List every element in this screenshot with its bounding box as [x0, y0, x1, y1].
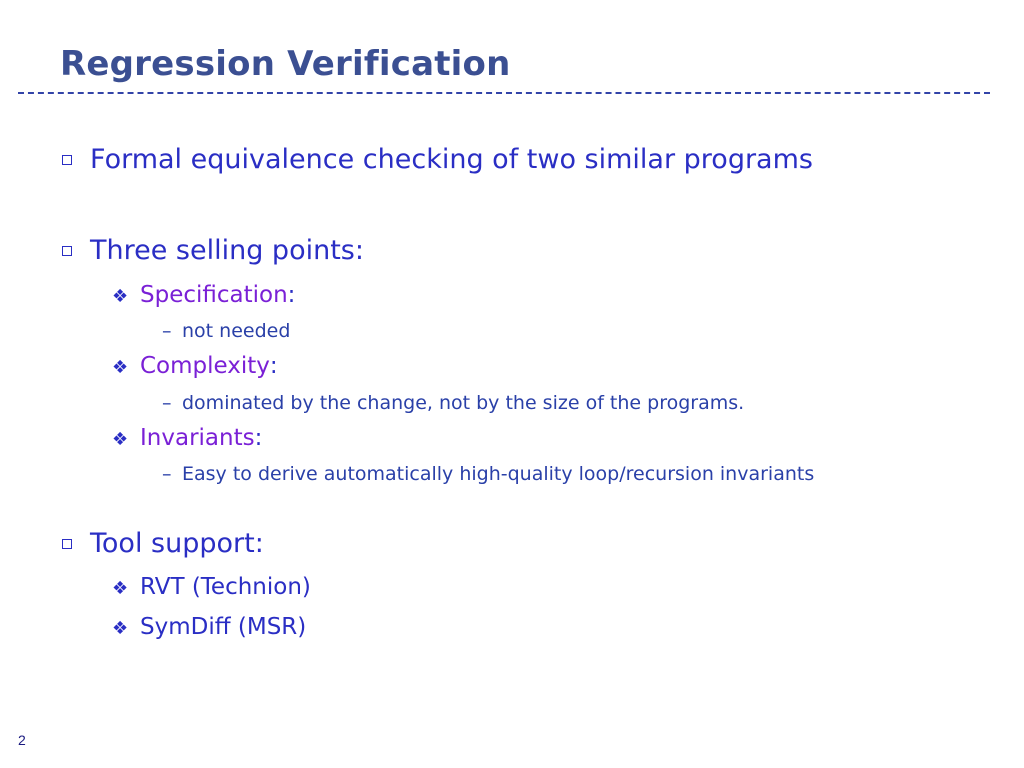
diamond-bullet-icon: ❖ [112, 286, 129, 307]
subbullet-text: SymDiff (MSR) [140, 614, 307, 640]
detail-text: dominated by the change, not by the size of the programs. [182, 392, 745, 414]
subbullet-colon: : [269, 353, 278, 379]
detail-specification [162, 320, 290, 342]
bullet-text: Tool support: [90, 528, 264, 559]
diamond-bullet-icon: ❖ [112, 429, 129, 450]
bullet-selling-points [62, 235, 364, 266]
subbullet-keyword: Complexity [140, 353, 270, 379]
subbullet-complexity [112, 353, 278, 379]
subbullet-text: RVT (Technion) [140, 574, 311, 600]
diamond-bullet-icon: ❖ [112, 578, 129, 599]
dash-bullet-icon: – [162, 320, 172, 342]
subbullet-invariants [112, 425, 262, 451]
slide-title: Regression Verification [60, 44, 511, 84]
title-divider [18, 92, 990, 94]
detail-text: Easy to derive automatically high-quality loop/recursion invariants [182, 463, 815, 485]
dash-bullet-icon: – [162, 392, 172, 414]
subbullet-colon: : [287, 282, 296, 308]
subbullet-specification [112, 282, 295, 308]
subbullet-colon: : [254, 425, 263, 451]
detail-text: not needed [182, 320, 291, 342]
bullet-tool-support [62, 528, 264, 559]
page-number: 2 [18, 732, 26, 748]
diamond-bullet-icon: ❖ [112, 618, 129, 639]
detail-complexity [162, 392, 744, 414]
subbullet-keyword: Specification [140, 282, 288, 308]
detail-invariants [162, 463, 814, 485]
bullet-formal-equivalence [62, 144, 813, 175]
dash-bullet-icon: – [162, 463, 172, 485]
bullet-text: Formal equivalence checking of two similar programs [90, 144, 813, 175]
bullet-text: Three selling points: [90, 235, 364, 266]
subbullet-keyword: Invariants [140, 425, 255, 451]
diamond-bullet-icon: ❖ [112, 357, 129, 378]
subbullet-rvt [112, 574, 311, 600]
subbullet-symdiff [112, 614, 306, 640]
